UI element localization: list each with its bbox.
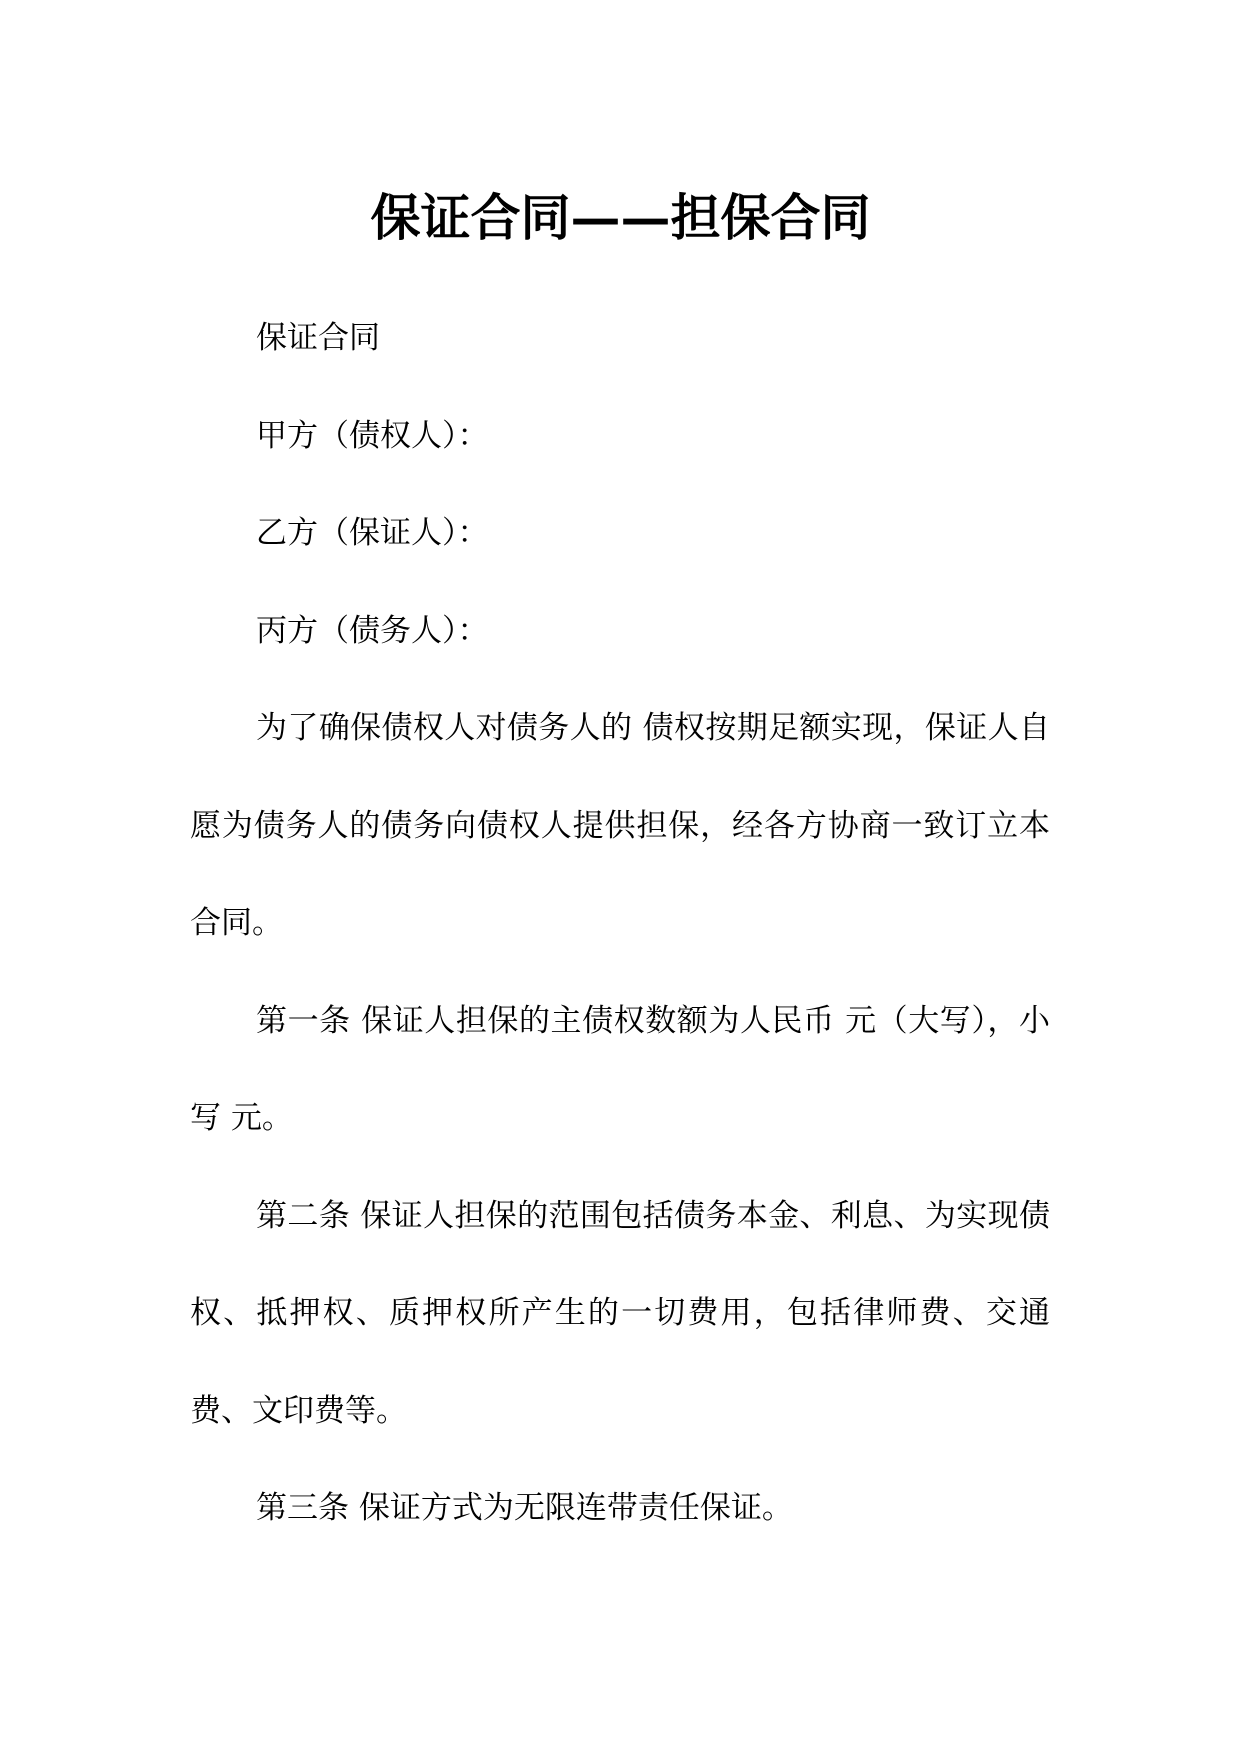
paragraph-article-3: 第三条 保证方式为无限连带责任保证。 <box>256 1490 793 1526</box>
document-body <box>190 290 1050 1558</box>
paragraph-contract-heading: 保证合同 <box>256 320 380 356</box>
paragraph-article-2: 第二条 保证人担保的范围包括债务本金、利息、为实现债权、抵押权、质押权所产生的一切费用，包括律师费、交通费、文印费等。 <box>190 1197 1050 1429</box>
paragraph-article-1: 第一条 保证人担保的主债权数额为人民币 元（大写），小写 元。 <box>190 1002 1050 1136</box>
paragraph-preamble: 为了确保债权人对债务人的 债权按期足额实现，保证人自愿为债务人的债务向债权人提供担保，经各方协商一致订立本合同。 <box>190 710 1050 941</box>
paragraph-party-c: 丙方（债务人）： <box>256 612 489 649</box>
paragraph-party-a: 甲方（债权人）： <box>256 417 489 454</box>
paragraph-party-b: 乙方（保证人）： <box>256 515 489 551</box>
document-title: 保证合同——担保合同 <box>370 187 871 247</box>
